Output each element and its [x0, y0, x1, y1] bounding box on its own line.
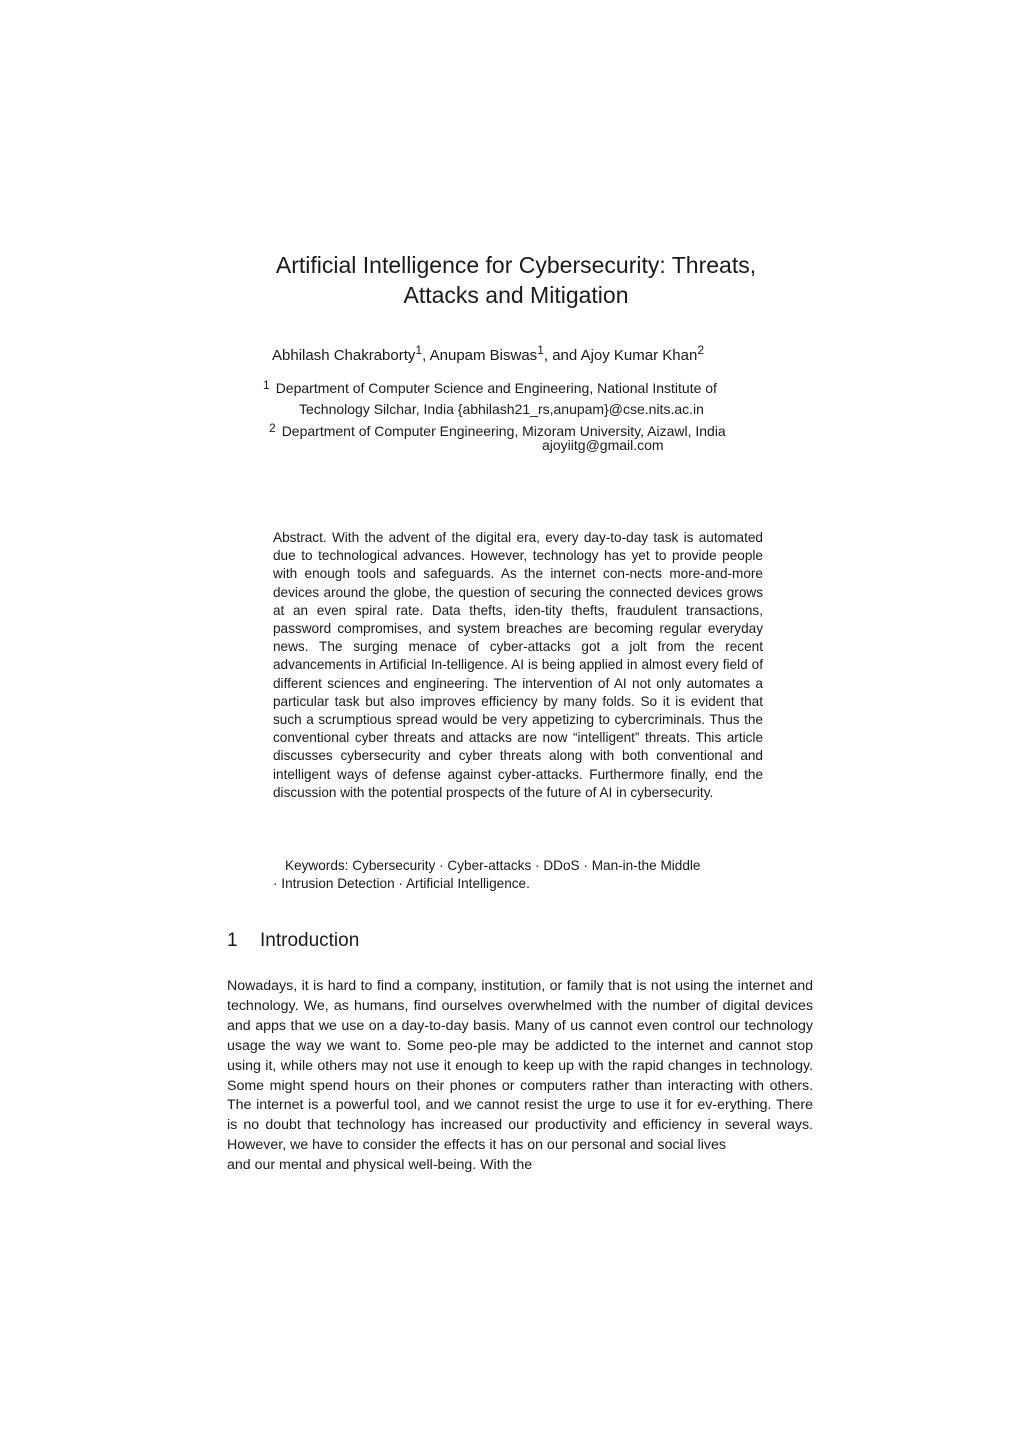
keywords-line-1: Keywords: Cybersecurity · Cyber-attacks · DDoS · Man-in-the Middle [285, 858, 701, 873]
section-title: Introduction [260, 930, 360, 951]
keywords [273, 857, 763, 893]
paper-title [200, 250, 832, 310]
affiliation-2-line-1: Department of Computer Engineering, Mizoram University, Aizawl, India [281, 423, 726, 439]
affiliation-marker: 1 [415, 343, 423, 357]
section-body-last-line: and our mental and physical well-being. With the [227, 1157, 533, 1174]
affiliation-1-line-1: Department of Computer Science and Engineering, National Institute of [275, 380, 717, 396]
affiliation-2-email: ajoyiitg@gmail.com [542, 437, 664, 453]
author-separator: , [422, 347, 430, 364]
section-heading [227, 929, 359, 953]
affiliation-1-line-2: Technology Silchar, India {abhilash21_rs,anupam}@cse.nits.ac.in [299, 401, 704, 417]
affiliation-marker: 2 [697, 343, 704, 357]
section-number: 1 [227, 930, 238, 951]
affiliation-marker: 1 [537, 343, 544, 357]
author-list [272, 343, 704, 366]
section-body [227, 977, 813, 1176]
author-name: Ajoy Kumar Khan [580, 347, 698, 364]
abstract: Abstract. With the advent of the digital era, every day-to-day task is automated due to technological advances. However, technology has yet to provide people with enough tools and safeguards. As the internet con-nects more-and-more devices around the globe, the question of securing the connected devices grows at an even spiral rate. Data thefts, iden-tity thefts, fraudulent transactions, password compromises, and system breaches are becoming regular everyday news. The surging menace of cyber-attacks got a jolt from the recent advancements in Artificial In-telligence. AI is being applied in almost every field of different sciences and engineering. The intervention of AI not only automates a particular task but also improves efficiency by many folds. So it is evident that such a scrumptious spread would be very appetizing to cybercriminals. Thus the conventional cyber threats and attacks are now “intelligent” threats. This article discusses cybersecurity and cyber threats along with both conventional and intelligent ways of defense against cyber-attacks. Furthermore finally, end the discussion with the potential prospects of the future of AI in cybersecurity. [273, 530, 763, 800]
affiliation-1-marker: 1 [263, 378, 270, 392]
author-name: Abhilash Chakraborty [272, 347, 416, 364]
keywords-line-2: · Intrusion Detection · Artificial Intelligence. [273, 876, 530, 892]
author-separator: , and [543, 347, 581, 364]
author-name: Anupam Biswas [429, 347, 538, 364]
affiliation-2-marker: 2 [269, 421, 276, 435]
paper-title-line-1: Artificial Intelligence for Cybersecurity: Threats, [275, 252, 757, 278]
section-body-text: Nowadays, it is hard to find a company, institution, or family that is not using the internet and technology. We, as humans, find ourselves overwhelmed with the number of digital devices and apps that we use on a day-to-day basis. Many of us cannot even control our technology usage the way we want to. Some peo-ple may be addicted to the internet and cannot stop using it, while others may not use it enough to keep up with the rapid changes in technology. Some might spend hours on their phones or computers rather than interacting with others. The internet is a powerful tool, and we cannot resist the urge to use it for ev-erything. There is no doubt that technology has increased our productivity and efficiency in several ways. However, we have to consider the effects it has on our personal and social lives [227, 978, 813, 1154]
affiliation-1 [263, 379, 717, 398]
paper-title-line-2: Attacks and Mitigation [403, 282, 629, 308]
